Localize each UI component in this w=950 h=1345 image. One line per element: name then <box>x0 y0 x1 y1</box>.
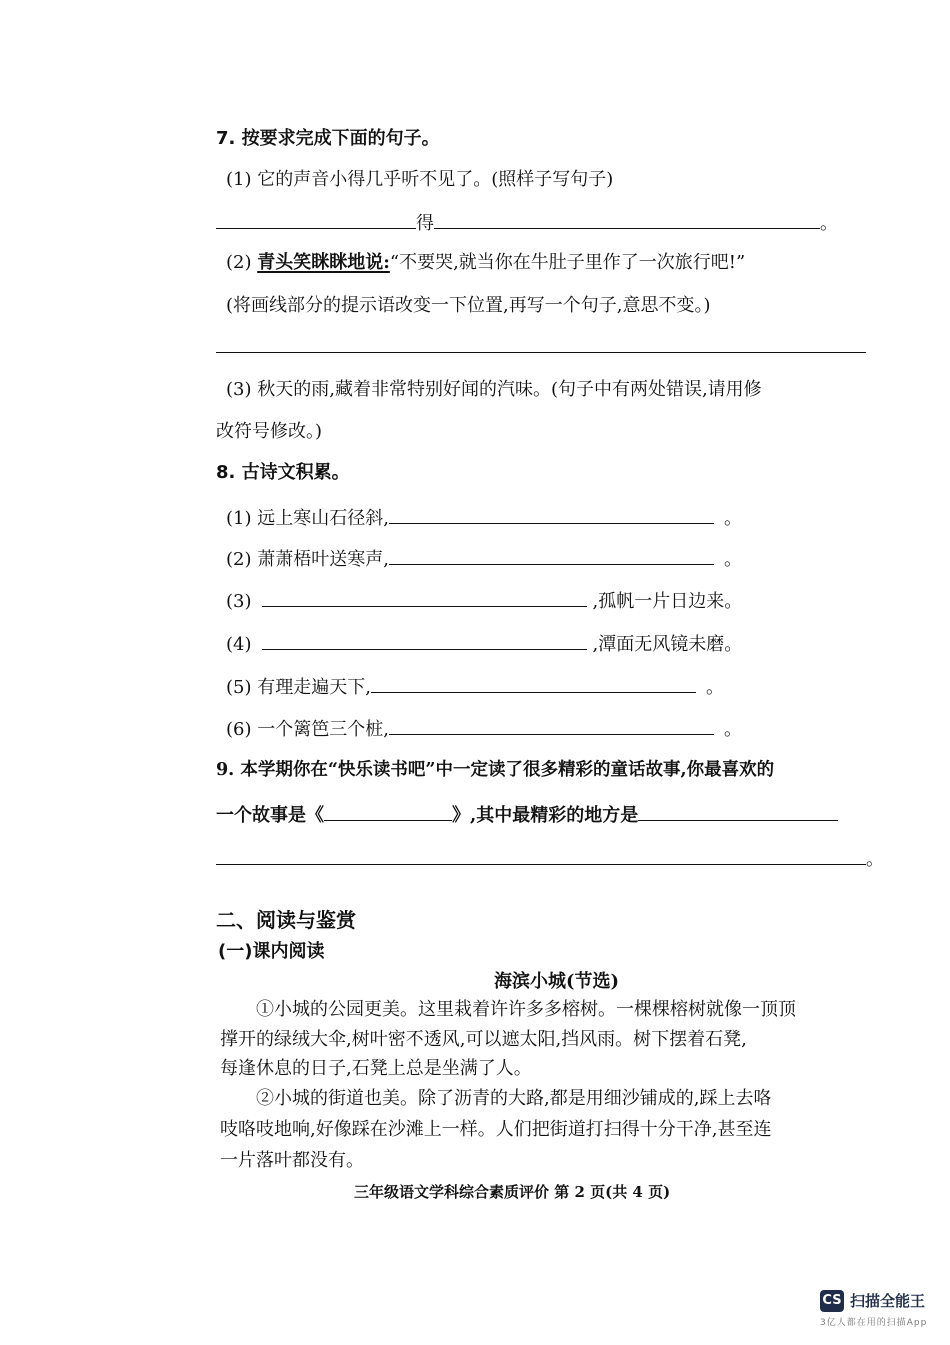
page-footer: 三年级语文学科综合素质评价 第 2 页(共 4 页) <box>354 1183 671 1201</box>
q7-item-2-num: (2) <box>226 252 258 273</box>
answer-line[interactable] <box>216 352 866 353</box>
q9-text-b: 》,其中最精彩的地方是 <box>452 805 639 826</box>
q7-item-2-quote: “不要哭,就当你在牛肚子里作了一次旅行吧!” <box>389 252 746 273</box>
answer-blank[interactable] <box>262 631 587 650</box>
answer-blank[interactable] <box>389 505 714 524</box>
q7-item-1-answer <box>216 210 838 236</box>
answer-line[interactable] <box>216 846 866 865</box>
item-number: (3) <box>226 591 252 612</box>
book-title-blank[interactable] <box>324 802 452 821</box>
q8-item-1 <box>226 505 742 531</box>
q7-item-1-mid: 得 <box>416 213 434 234</box>
answer-blank[interactable] <box>434 210 820 229</box>
q7-item-3-line1: (3) 秋天的雨,藏着非常特别好闻的汽味。(句子中有两处错误,请用修 <box>226 379 762 400</box>
passage-p2-line1: ②小城的街道也美。除了沥青的大路,都是用细沙铺成的,踩上去咯 <box>256 1088 772 1109</box>
poem-line-text: (5) 有理走遍天下, <box>226 677 371 698</box>
q8-item-6 <box>226 716 742 742</box>
answer-blank[interactable] <box>638 802 838 821</box>
q7-title: 7. 按要求完成下面的句子。 <box>216 128 440 149</box>
poem-line-text: ,孤帆一片日边来。 <box>592 591 743 612</box>
passage-p2-line2: 吱咯吱地响,好像踩在沙滩上一样。人们把街道打扫得十分干净,甚至连 <box>220 1119 772 1140</box>
q7-item-2-underlined-tag: 青头笑眯眯地说: <box>257 252 390 273</box>
passage-p1-line3: 每逢休息的日子,石凳上总是坐满了人。 <box>220 1058 532 1079</box>
q8-item-5 <box>226 674 724 700</box>
answer-blank[interactable] <box>389 716 714 735</box>
answer-blank[interactable] <box>216 210 416 229</box>
period: 。 <box>866 849 884 870</box>
q9-text-a: 一个故事是《 <box>216 805 324 826</box>
q7-item-1-end: 。 <box>820 213 838 234</box>
q8-item-3 <box>226 588 742 614</box>
poem-line-text: (6) 一个篱笆三个桩, <box>226 719 389 740</box>
answer-blank[interactable] <box>371 674 696 693</box>
q7-item-2 <box>226 251 745 275</box>
period: 。 <box>723 549 742 570</box>
item-number: (4) <box>226 634 252 655</box>
q8-item-4 <box>226 631 742 657</box>
poem-line-text: (1) 远上寒山石径斜, <box>226 508 389 529</box>
period: 。 <box>723 719 742 740</box>
q8-title: 8. 古诗文积累。 <box>216 462 350 483</box>
passage-p1-line2: 撑开的绿绒大伞,树叶密不透风,可以遮太阳,挡风雨。树下摆着石凳, <box>220 1029 747 1050</box>
q9-line3 <box>216 846 884 872</box>
q7-item-2-note: (将画线部分的提示语改变一下位置,再写一个句子,意思不变。) <box>226 295 711 316</box>
watermark-name: 扫描全能王 <box>850 1292 926 1310</box>
q7-item-3-line2: 改符号修改。) <box>216 421 323 442</box>
q9-line1: 9. 本学期你在“快乐读书吧”中一定读了很多精彩的童话故事,你最喜欢的 <box>216 760 775 780</box>
answer-blank[interactable] <box>262 588 587 607</box>
section-heading: 二、阅读与鉴赏 <box>216 908 356 932</box>
poem-line-text: ,潭面无风镜未磨。 <box>592 634 743 655</box>
passage-title: 海滨小城(节选) <box>494 971 620 992</box>
answer-blank[interactable] <box>389 546 714 565</box>
q9-line2 <box>216 802 838 828</box>
poem-line-text: (2) 萧萧梧叶送寒声, <box>226 549 389 570</box>
period: 。 <box>705 677 724 698</box>
period: 。 <box>723 508 742 529</box>
watermark-tagline: 3亿人都在用的扫描App <box>820 1318 928 1328</box>
passage-p2-line3: 一片落叶都没有。 <box>220 1150 364 1171</box>
q7-item-1: (1) 它的声音小得几乎听不见了。(照样子写句子) <box>226 169 614 190</box>
q8-item-2 <box>226 546 742 572</box>
passage-p1-line1: ①小城的公园更美。这里栽着许许多多榕树。一棵棵榕树就像一顶顶 <box>256 999 796 1020</box>
camscanner-logo-icon: CS <box>820 1290 844 1312</box>
subsection-heading: (一)课内阅读 <box>218 941 325 962</box>
